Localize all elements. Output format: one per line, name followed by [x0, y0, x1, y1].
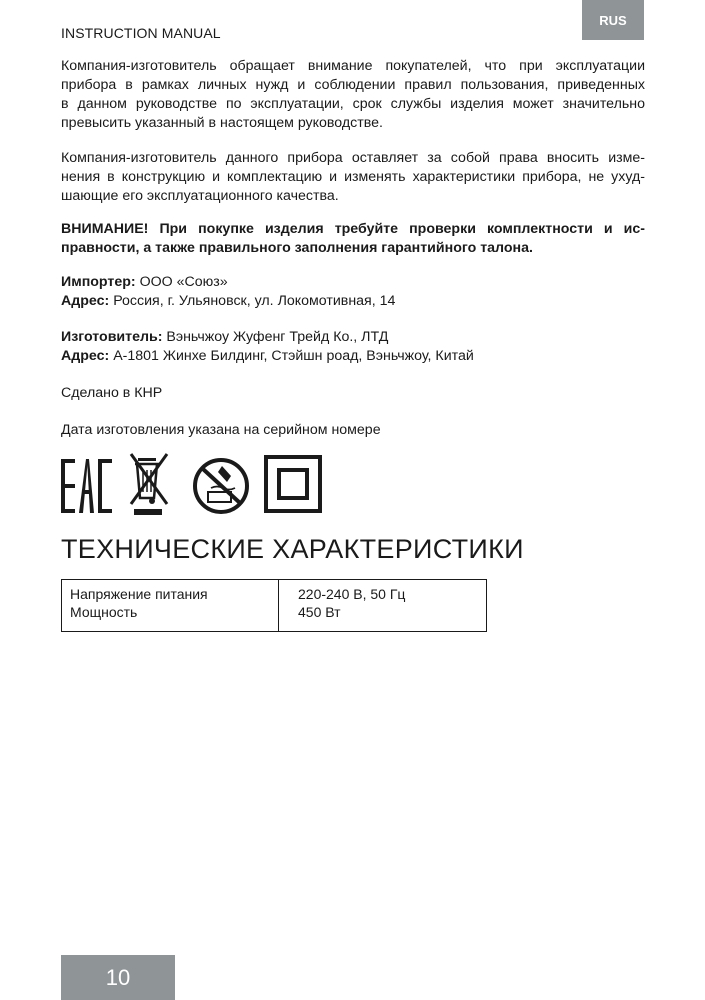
paragraph-line: Компания-изготовитель данного прибора оставляет за собой права вносить изме-	[61, 150, 645, 166]
eac-mark-icon	[61, 459, 112, 513]
spec-values-cell	[279, 580, 487, 632]
spec-value: 450 Вт	[298, 604, 341, 620]
spec-value: 220-240 В, 50 Гц	[298, 586, 406, 602]
spec-name: Мощность	[70, 604, 138, 620]
importer-address-label: Адрес:	[61, 293, 110, 309]
language-tab: RUS	[582, 0, 644, 40]
double-insulation-icon	[266, 457, 320, 511]
manufacturer-value: Вэньчжоу Жуфенг Трейд Ко., ЛТД	[162, 329, 389, 345]
paragraph-line: шающие его эксплуатационного качества.	[61, 188, 339, 204]
no-water-immersion-icon	[195, 460, 247, 512]
paragraph-line: нения в конструкцию и комплектацию и изменять характеристики прибора, не ухуд-	[61, 169, 645, 185]
spec-names-cell	[62, 580, 279, 632]
importer-block	[61, 273, 645, 311]
lifetime-paragraph	[61, 57, 645, 133]
paragraph-line: превысить указанный в настоящем руководстве.	[61, 115, 383, 131]
manufacturer-label: Изготовитель:	[61, 329, 163, 345]
manufacturer-block	[61, 328, 645, 366]
paragraph-line: в данном руководстве по эксплуатации, срок службы изделия может значительно	[61, 96, 645, 112]
production-date-note: Дата изготовления указана на серийном номере	[61, 422, 381, 438]
certification-icons	[61, 452, 331, 518]
crossed-out-bin-icon	[131, 454, 167, 515]
table-row	[62, 580, 487, 632]
specs-title: ТЕХНИЧЕСКИЕ ХАРАКТЕРИСТИКИ	[61, 534, 524, 564]
paragraph-line: прибора в рамках личных нужд и соблюдении правил пользования, приведенных	[61, 77, 645, 93]
manufacturer-address-label: Адрес:	[61, 348, 110, 364]
spec-name: Напряжение питания	[70, 586, 208, 602]
manufacturer-address-value: А-1801 Жинхе Билдинг, Стэйшн роад, Вэньчжоу, Китай	[109, 348, 474, 364]
page-number: 10	[61, 955, 175, 1000]
importer-label: Импортер:	[61, 274, 136, 290]
importer-value: ООО «Союз»	[135, 274, 228, 290]
paragraph-line: ВНИМАНИЕ! При покупке изделия требуйте проверки комплектности и ис-	[61, 221, 645, 237]
importer-address-value: Россия, г. Ульяновск, ул. Локомотивная, 14	[109, 293, 396, 309]
specs-table	[61, 579, 487, 632]
warning-paragraph	[61, 220, 645, 258]
document-header: INSTRUCTION MANUAL	[61, 25, 221, 41]
rights-paragraph	[61, 149, 645, 206]
paragraph-line: правности, а также правильного заполнения гарантийного талона.	[61, 240, 533, 256]
made-in-note: Сделано в КНР	[61, 385, 163, 401]
paragraph-line: Компания-изготовитель обращает внимание покупателей, что при эксплуатации	[61, 58, 645, 74]
